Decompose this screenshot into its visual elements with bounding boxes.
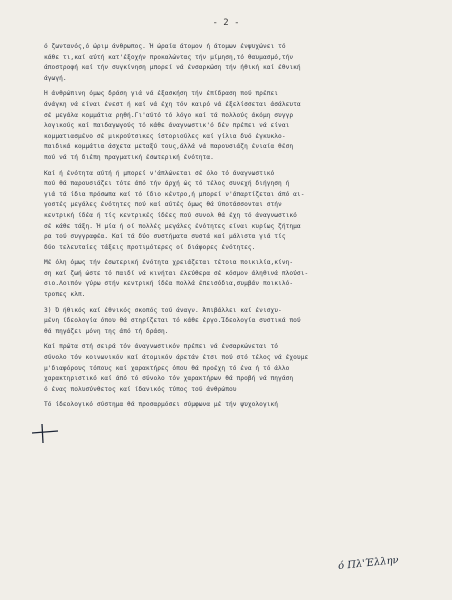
text-line: σιο.Λοιπόν γύρω στήν κεντρική ίδέα πολλά έπεισόδια,συμβάν ποικιλό- — [44, 280, 294, 288]
text-line: δύο τελευταίες τάξεις προτιμότερες οί διάφορες ένότητες. — [44, 243, 256, 251]
margin-cross-mark-icon — [30, 422, 60, 444]
handwritten-annotation: ό Πλ'Έλλην — [337, 554, 400, 573]
text-line: γοστές μεγάλες ένότητες πού καί αύτές όμως θά ύποτάσσονται στήν — [44, 201, 282, 209]
text-line: ό ζωντανός,ό ώριμ άνθρωπος. Ή ώραία άτομον ή άτομων ένψυχώνει τό — [44, 43, 286, 50]
text-line: κάθε τι,καί αύτή κατ'έξοχήν προκαλώντας τήν μίμηση,τό θαυμασμό,τήν — [44, 53, 294, 61]
text-line: άποστροφή καί τήν συγκίνηση μπορεί νά ένσαρκώση τήν ήθική καί έθνική — [44, 64, 301, 72]
text-line: σέ κάθε τάξη. Ή μία ή οί πολλές μεγάλες ένότητες είναι κυρίως ζήτημα — [44, 222, 301, 230]
text-line: ρα τού συγγραφέα. Καί τά δύο συστήματα συστά καί μάλιστα γιά τίς — [44, 233, 286, 241]
text-line: παιδικά κομμάτια άσχετα μεταξύ τους,άλλά νά παρουσιάζη ένιαία θέση — [44, 143, 294, 151]
text-line: ό ένας πολυσύνθετος καί ίδανικός τύπος τού άνθρώπου — [44, 385, 237, 393]
text-line: χαρακτηριστικό καί άπό τό σύνολο τόν χαρακτήρων θά προβή νά πηγάση — [44, 375, 294, 383]
text-line: μένη ίδεολογία όπου θά στηρίζεται τό κάθε έργο.Ίδεολογία συστικά πού — [44, 317, 301, 325]
text-line: τροπες κλπ. — [44, 291, 86, 299]
text-line: λογικούς καί παιδαγωγούς τό κάθε άναγνωστικ'ό δέν πρέπει νά είναι — [44, 122, 290, 130]
text-line: κομματιασμένο σέ μικρούτσικες ίστοριούλες καί γίλια δυό έγκυκλο- — [44, 132, 286, 140]
text-line: γιά τά ίδια πρόσωπα καί τό ίδιο κέντρο,ή μπορεί ν'άπαρτίζεται άπό αι- — [44, 190, 305, 198]
text-line: κεντρική ίδέα ή τίς κεντρικές ίδέες πού συνολ θά έχη τό άναγνωστικό — [44, 211, 297, 219]
text-line: πού θά παρουσιάζει τότε άπό τήν άρχή ώς τό τέλος συνεχή διήγηση ή — [44, 180, 290, 188]
text-line: πού νά τή διέπη πραγματική έσωτερική ένότητα. — [44, 153, 214, 161]
text-line: Καί ή ένότητα αύτή ή μπορεί ν'άπλώνεται σέ όλο τό άναγνωστικό — [44, 169, 275, 177]
text-line: σύνολο τόν κοινωνικόν καί άτομικόν άρετάν έτσι πού στό τέλος νά έχουμε — [44, 354, 309, 362]
text-line: Ή άνθρώπινη όμως δράση γιά νά έξασκήση τήν έπίδραση πού πρέπει — [44, 90, 279, 98]
text-line: Καί πρώτα στή σειρά τόν άναγνωστικόν πρέπει νά ένσαρκώνεται τό — [44, 343, 279, 351]
text-line: μ'διαφόρους τόπους καί χαρακτήρες όπου θά προέχη τό ένα ή τό άλλο — [44, 364, 290, 372]
typed-text-body — [44, 42, 428, 411]
text-line: άνάγκη νά είναι ένεστ ή καί νά έχη τόν καιρό νά έξελίσσεται άσάλευτα — [44, 100, 301, 108]
text-line: ση καί ζωή ώστε τό παιδί νά κινήται έλεύθερα σέ κόσμον άληθινά πλούσι- — [44, 269, 309, 277]
text-line: άγωγή. — [44, 74, 67, 82]
text-line: Μέ όλη όμως τήν έσωτερική ένότητα χρειάζεται τέτοια ποικιλία,κίνη- — [44, 259, 294, 267]
text-line: σέ μεγάλα κομμάτια ρηθή.Γι'αύτό τό λόγο καί τά πολλούς άκόμη συγγρ — [44, 111, 294, 119]
text-line: Τό ίδεολογικό σύστημα θά προσαρμόσει σύμφωνα μέ τήν ψυχολογική — [44, 401, 279, 409]
page-number: - 2 - — [212, 18, 240, 28]
text-line: θά πηγάζει μόνη της άπό τή δράση. — [44, 327, 169, 335]
text-line: 3) Ό ήθικός καί έθνικός σκοπός τού άναγν. Άπιβάλλει καί ένισχυ- — [44, 306, 282, 314]
